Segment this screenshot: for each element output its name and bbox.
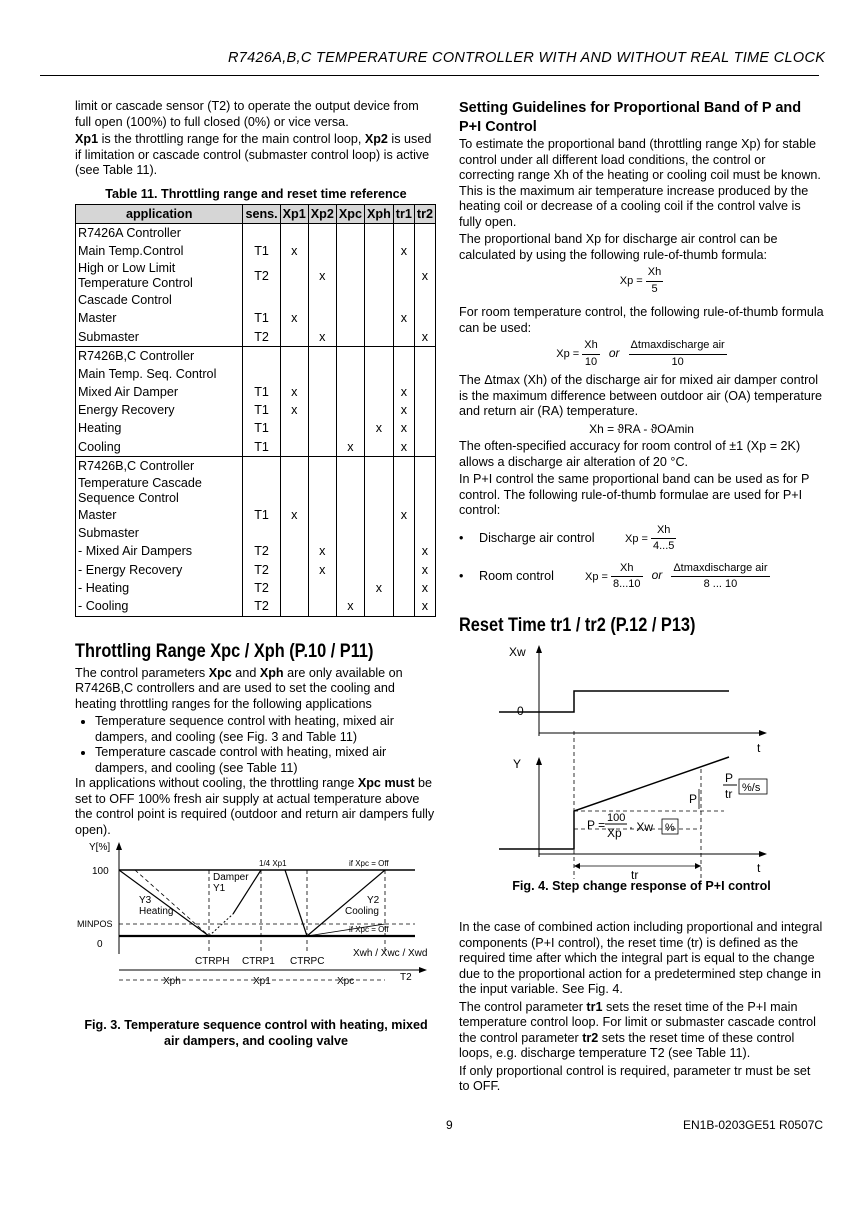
- table-row: [76, 597, 436, 616]
- document-code: EN1B-0203GE51 R0507C: [683, 1118, 824, 1132]
- table-cell-application: R7426B,C Controller: [76, 457, 243, 476]
- fig3-damper: Damper: [213, 872, 249, 884]
- table-cell: [243, 525, 280, 543]
- table-cell: [280, 224, 308, 243]
- table-cell-application: Master: [76, 310, 243, 328]
- table-cell: [414, 224, 435, 243]
- table-row: [76, 384, 436, 402]
- table-cell: [364, 438, 393, 457]
- page-header: R7426A,B,C TEMPERATURE CONTROLLER WITH AND WITHOUT REAL TIME CLOCK: [228, 50, 826, 66]
- table-cell: [308, 525, 336, 543]
- list-item: • Temperature cascade control with heating, mixed air dampers, and cooling (see Table 11): [95, 745, 437, 776]
- table-cell: T2: [243, 328, 280, 347]
- table-cell: [414, 438, 435, 457]
- table-cell: T1: [243, 310, 280, 328]
- fig4-t-bottom: t: [757, 860, 761, 875]
- table-cell: [308, 402, 336, 420]
- table-cell: x: [393, 242, 414, 260]
- table-cell: [364, 224, 393, 243]
- table-cell: [308, 224, 336, 243]
- table-cell: x: [280, 384, 308, 402]
- table-cell: [308, 506, 336, 524]
- section-title-throttling: Throttling Range Xpc / Xph (P.10 / P11): [75, 640, 374, 662]
- fig4-diagram: [459, 641, 824, 882]
- table-cell: [336, 224, 364, 243]
- table-cell: [280, 525, 308, 543]
- table-cell: x: [308, 261, 336, 292]
- table-cell: [280, 475, 308, 506]
- table-cell: [308, 384, 336, 402]
- table-cell-application: Submaster: [76, 525, 243, 543]
- table-cell-application: - Energy Recovery: [76, 561, 243, 579]
- table-cell: T1: [243, 402, 280, 420]
- application-list: [75, 714, 437, 776]
- table-cell: [364, 475, 393, 506]
- table-cell: x: [393, 310, 414, 328]
- table-cell-application: Heating: [76, 420, 243, 438]
- table-cell: [243, 224, 280, 243]
- table-cell: [393, 347, 414, 366]
- table-cell-application: Cooling: [76, 438, 243, 457]
- table-cell: x: [393, 402, 414, 420]
- table-cell-application: R7426A Controller: [76, 224, 243, 243]
- table-cell: [243, 347, 280, 366]
- fig3-t2: T2: [400, 972, 412, 984]
- table-header-cell: tr1: [393, 205, 414, 224]
- fig3-ctrph: CTRPH: [195, 956, 230, 968]
- table-cell: [364, 525, 393, 543]
- table-header-cell: Xph: [364, 205, 393, 224]
- table-cell: [336, 292, 364, 310]
- list-item: • Temperature sequence control with heating, mixed air dampers, and cooling (see Fig. 3 and Table 11): [95, 714, 437, 745]
- table-cell: [414, 420, 435, 438]
- table-row: [76, 402, 436, 420]
- table-cell: [336, 525, 364, 543]
- table-cell-application: - Mixed Air Dampers: [76, 543, 243, 561]
- table-cell: T2: [243, 579, 280, 597]
- table-cell: [336, 328, 364, 347]
- section-title-guidelines: Setting Guidelines for Proportional Band of P and P+I Control: [459, 100, 802, 135]
- table-cell: [414, 402, 435, 420]
- table-cell: x: [336, 597, 364, 616]
- fig4-p-eq: P =: [587, 817, 606, 832]
- intro-paragraph-1: limit or cascade sensor (T2) to operate the output device from full open (100%) to full closed (0%) or vice versa.: [75, 99, 419, 129]
- table-cell: [336, 561, 364, 579]
- table-cell: [280, 543, 308, 561]
- table-header-cell: sens.: [243, 205, 280, 224]
- fig4-caption: Fig. 4. Step change response of P+I control: [512, 878, 771, 893]
- reset-paragraph-3: If only proportional control is required, parameter tr must be set to OFF.: [459, 1063, 811, 1093]
- table-cell: x: [308, 543, 336, 561]
- table-cell: T2: [243, 261, 280, 292]
- table-cell: [243, 365, 280, 383]
- table-cell-application: Energy Recovery: [76, 402, 243, 420]
- table-cell: x: [280, 310, 308, 328]
- table-cell: [364, 310, 393, 328]
- table-cell: x: [414, 579, 435, 597]
- fig3-y2: Y2: [367, 895, 380, 907]
- table-cell: x: [280, 402, 308, 420]
- reset-paragraph-1: In the case of combined action including proportional and integral components (P+I control), the reset time (tr) is defined as the required time after which the integral part is equal to the change due to the proportional action for a predetermined step change in the input variable. See Fig. 4.: [459, 920, 823, 996]
- table-row: [76, 579, 436, 597]
- table-cell: [393, 525, 414, 543]
- fig3-quarter-xp1: 1/4 Xp1: [259, 859, 287, 869]
- table-cell: [336, 242, 364, 260]
- table-cell: [414, 242, 435, 260]
- fig4-p-num: P: [725, 770, 734, 785]
- pi-bullet-discharge: • Discharge air control Xp = $\frac{Xh}{4...5}$: [459, 523, 675, 552]
- fig4-hundred: 100: [607, 811, 626, 824]
- fig3-xwh: Xwh / Xwc / Xwd: [353, 948, 428, 960]
- fig4-zero: 0: [517, 703, 524, 718]
- table-cell: [336, 543, 364, 561]
- guidelines-paragraph-1: To estimate the proportional band (throttling range Xp) for stable control under all different load conditions, the control or correcting range Xh of the heating or cooling coil must be known. This is the maximum air temperature increase produced by the heating coil or decrease of a cooling coil if the control valve is fully open.: [459, 137, 821, 229]
- table-cell: [336, 365, 364, 383]
- fig3-caption: Fig. 3. Temperature sequence control with heating, mixed air dampers, and cooling valve: [84, 1018, 428, 1048]
- guidelines-paragraph-2: The proportional band Xp for discharge air control can be calculated by using the following rule-of-thumb formula:: [459, 232, 778, 262]
- table-cell: [393, 475, 414, 506]
- table-cell: [336, 506, 364, 524]
- fig4-unit1: %/s: [742, 781, 761, 794]
- table-cell: [393, 261, 414, 292]
- table-cell: x: [308, 328, 336, 347]
- table-cell: x: [336, 438, 364, 457]
- fig3-ifxpc-top: if Xpc = Off: [349, 859, 389, 869]
- table-cell: T2: [243, 561, 280, 579]
- table-cell: [393, 579, 414, 597]
- table-cell: x: [280, 242, 308, 260]
- guidelines-paragraph-5: The often-specified accuracy for room control of ±1 (Xp = 2K) allows a discharge air alteration of 20 °C.: [459, 439, 801, 469]
- table-cell: T1: [243, 384, 280, 402]
- fig3-ifxpc-bottom: if Xpc = Off: [349, 925, 389, 935]
- table-cell-application: Submaster: [76, 328, 243, 347]
- table-cell: [393, 457, 414, 476]
- fig3-y1: Y1: [213, 883, 226, 895]
- table-cell-application: Mixed Air Damper: [76, 384, 243, 402]
- table-cell: T1: [243, 420, 280, 438]
- table-cell: [336, 457, 364, 476]
- table-cell: [393, 597, 414, 616]
- table-cell: [280, 292, 308, 310]
- table-cell: x: [414, 597, 435, 616]
- table-cell: [364, 457, 393, 476]
- fig3-ctrp1: CTRP1: [242, 956, 275, 968]
- fig3-yminpos: MINPOS: [77, 919, 113, 930]
- table-cell: [243, 292, 280, 310]
- table-row: [76, 328, 436, 347]
- table-cell: [364, 384, 393, 402]
- table-cell: [280, 328, 308, 347]
- fig4-p: P: [689, 791, 698, 806]
- table-cell-application: Cascade Control: [76, 292, 243, 310]
- table-cell-application: Master: [76, 506, 243, 524]
- table-cell: [280, 420, 308, 438]
- table-cell-application: Main Temp.Control: [76, 242, 243, 260]
- table-cell-application: High or Low Limit Temperature Control: [76, 261, 243, 292]
- table-cell: [393, 543, 414, 561]
- table-header-cell: tr2: [414, 205, 435, 224]
- table-caption: Table 11. Throttling range and reset time reference: [105, 186, 407, 201]
- table-cell: [364, 292, 393, 310]
- table-cell: T2: [243, 597, 280, 616]
- throttling-paragraph-1: The control parameters Xpc and Xph are only available on R7426B,C controllers and are used to set the cooling and heating throttling ranges for the following applications: [75, 665, 403, 711]
- table-cell: x: [393, 438, 414, 457]
- table-row: [76, 242, 436, 260]
- table-row: [76, 420, 436, 438]
- table-cell: [336, 310, 364, 328]
- fig4-y: Y: [513, 756, 522, 771]
- table-row: [76, 525, 436, 543]
- table-cell: [414, 384, 435, 402]
- table-cell: [414, 347, 435, 366]
- table-cell: [414, 475, 435, 506]
- right-column: [459, 99, 824, 1097]
- table-cell: [364, 597, 393, 616]
- fig3-diagram: [75, 840, 437, 1010]
- table-cell: [393, 365, 414, 383]
- intro-paragraph-2: Xp1 is the throttling range for the main control loop, Xp2 is used if limitation or cascade control (submaster control loop) is active (see Table 11).: [75, 132, 432, 177]
- table-cell: [414, 525, 435, 543]
- table-cell: [280, 561, 308, 579]
- table-cell: [280, 347, 308, 366]
- table-cell: [336, 475, 364, 506]
- table-cell: [364, 328, 393, 347]
- left-column: [75, 99, 437, 1049]
- table-cell: [414, 365, 435, 383]
- table-cell: [364, 561, 393, 579]
- table-cell: [364, 402, 393, 420]
- table-header-cell: application: [76, 205, 243, 224]
- table-header-cell: Xp2: [308, 205, 336, 224]
- table-cell: [280, 457, 308, 476]
- table-cell: x: [414, 543, 435, 561]
- table-cell: x: [393, 384, 414, 402]
- table-row: [76, 365, 436, 383]
- table-cell: [364, 365, 393, 383]
- header-rule: [40, 75, 819, 76]
- fig3-y3: Y3: [139, 895, 152, 907]
- table-cell: [308, 457, 336, 476]
- table-cell: [308, 438, 336, 457]
- table-cell: [308, 242, 336, 260]
- fig3-y0: 0: [97, 939, 103, 951]
- fig4-tr-den: tr: [725, 786, 733, 801]
- throttling-paragraph-2: In applications without cooling, the throttling range Xpc must be set to OFF 100% fresh air supply at actual temperature above the control point is required (outdoor and return air dampers fully open).: [75, 776, 435, 837]
- table-cell: [393, 561, 414, 579]
- table-cell: [364, 242, 393, 260]
- guidelines-paragraph-4: The Δtmax (Xh) of the discharge air for mixed air damper control is the maximum difference between outdoor air (OA) temperature and return air (RA) temperature.: [459, 373, 823, 418]
- table-cell: x: [414, 261, 435, 292]
- table-cell-application: - Heating: [76, 579, 243, 597]
- table-cell: [336, 261, 364, 292]
- fig3-xp1: Xp1: [253, 976, 271, 988]
- fig4-xp: Xp: [607, 825, 622, 840]
- table-cell: [280, 365, 308, 383]
- table-cell: x: [364, 579, 393, 597]
- table-row: [76, 347, 436, 366]
- table-cell: x: [364, 420, 393, 438]
- fig3-xph: Xph: [163, 976, 181, 988]
- table-row: [76, 438, 436, 457]
- table-cell: [414, 506, 435, 524]
- table-cell: [336, 347, 364, 366]
- fig4-tr: tr: [631, 867, 639, 882]
- table-cell: [364, 347, 393, 366]
- table-cell: x: [280, 506, 308, 524]
- table-header-cell: Xp1: [280, 205, 308, 224]
- table-cell: [280, 579, 308, 597]
- table-cell: [308, 579, 336, 597]
- formula-xp-room: Xp = $\frac{Xh}{10}$ or $\frac{\text{Δtmaxdischarge air}}{10}$: [556, 339, 725, 368]
- table-cell: [243, 475, 280, 506]
- table-cell: [243, 457, 280, 476]
- table-cell: [414, 292, 435, 310]
- table-cell: x: [393, 420, 414, 438]
- table-cell: [336, 579, 364, 597]
- table-cell: [280, 261, 308, 292]
- table-row: [76, 292, 436, 310]
- fig3-y100: 100: [92, 866, 109, 878]
- throttling-table: [75, 204, 436, 617]
- table-cell-application: Temperature Cascade Sequence Control: [76, 475, 243, 506]
- table-cell: [364, 543, 393, 561]
- table-cell: [393, 224, 414, 243]
- fig3-ctrpc: CTRPC: [290, 956, 325, 968]
- table-cell: T1: [243, 242, 280, 260]
- table-cell: [364, 506, 393, 524]
- page-number: 9: [446, 1118, 453, 1132]
- section-title-reset-time: Reset Time tr1 / tr2 (P.12 / P13): [459, 614, 696, 636]
- table-cell: [414, 310, 435, 328]
- table-row: [76, 506, 436, 524]
- guidelines-paragraph-3: For room temperature control, the following rule-of-thumb formula can be used:: [459, 305, 824, 335]
- formula-xp-discharge: Xp = $\frac{Xh}{5}$: [619, 266, 662, 295]
- table-row: [76, 561, 436, 579]
- table-cell: [308, 310, 336, 328]
- table-cell: [280, 597, 308, 616]
- table-cell: [364, 261, 393, 292]
- table-cell: [414, 457, 435, 476]
- table-cell: x: [414, 328, 435, 347]
- table-cell: [336, 402, 364, 420]
- table-row: [76, 310, 436, 328]
- table-cell: [336, 384, 364, 402]
- table-header-cell: Xpc: [336, 205, 364, 224]
- table-cell: [393, 292, 414, 310]
- pi-bullet-room: • Room control Xp = $\frac{Xh}{8...10}$ or $\frac{\text{Δtmaxdischarge air}}{8 ... 10}$: [459, 561, 768, 590]
- formula-xh: Xh = ϑRA - ϑOAmin: [589, 421, 694, 436]
- table-cell: [308, 365, 336, 383]
- table-cell: [308, 597, 336, 616]
- table-cell: [280, 438, 308, 457]
- table-cell: [308, 292, 336, 310]
- table-cell: x: [308, 561, 336, 579]
- fig3-ylabel: Y[%]: [89, 842, 111, 854]
- table-cell-application: Main Temp. Seq. Control: [76, 365, 243, 383]
- table-row: [76, 261, 436, 292]
- table-row: [76, 224, 436, 243]
- table-cell: [308, 420, 336, 438]
- fig4-xw2: · Xw: [629, 819, 653, 834]
- fig3-cooling: Cooling: [345, 906, 379, 918]
- table-cell-application: - Cooling: [76, 597, 243, 616]
- table-cell: x: [393, 506, 414, 524]
- fig3-xpc: Xpc: [337, 976, 355, 988]
- table-cell: [308, 475, 336, 506]
- fig3-heating: Heating: [139, 906, 174, 918]
- table-cell: [308, 347, 336, 366]
- table-row: [76, 543, 436, 561]
- reset-paragraph-2: The control parameter tr1 sets the reset time of the P+I main temperature control loop. For limit or submaster cascade control the control parameter tr2 sets the reset time of these control loops, e.g. discharge temperature T2 (see Table 11).: [459, 999, 816, 1060]
- fig4-xw: Xw: [509, 644, 526, 659]
- table-row: [76, 475, 436, 506]
- table-cell-application: R7426B,C Controller: [76, 347, 243, 366]
- table-cell: T1: [243, 438, 280, 457]
- table-cell: [393, 328, 414, 347]
- fig4-t-top: t: [757, 740, 761, 755]
- guidelines-paragraph-6: In P+I control the same proportional band can be used as for P control. The following rule-of-thumb formulae are used for P+I control:: [459, 472, 810, 517]
- fig4-unit2: %: [665, 821, 675, 834]
- table-cell: T2: [243, 543, 280, 561]
- table-cell: T1: [243, 506, 280, 524]
- table-cell: x: [414, 561, 435, 579]
- table-cell: [336, 420, 364, 438]
- table-row: [76, 457, 436, 476]
